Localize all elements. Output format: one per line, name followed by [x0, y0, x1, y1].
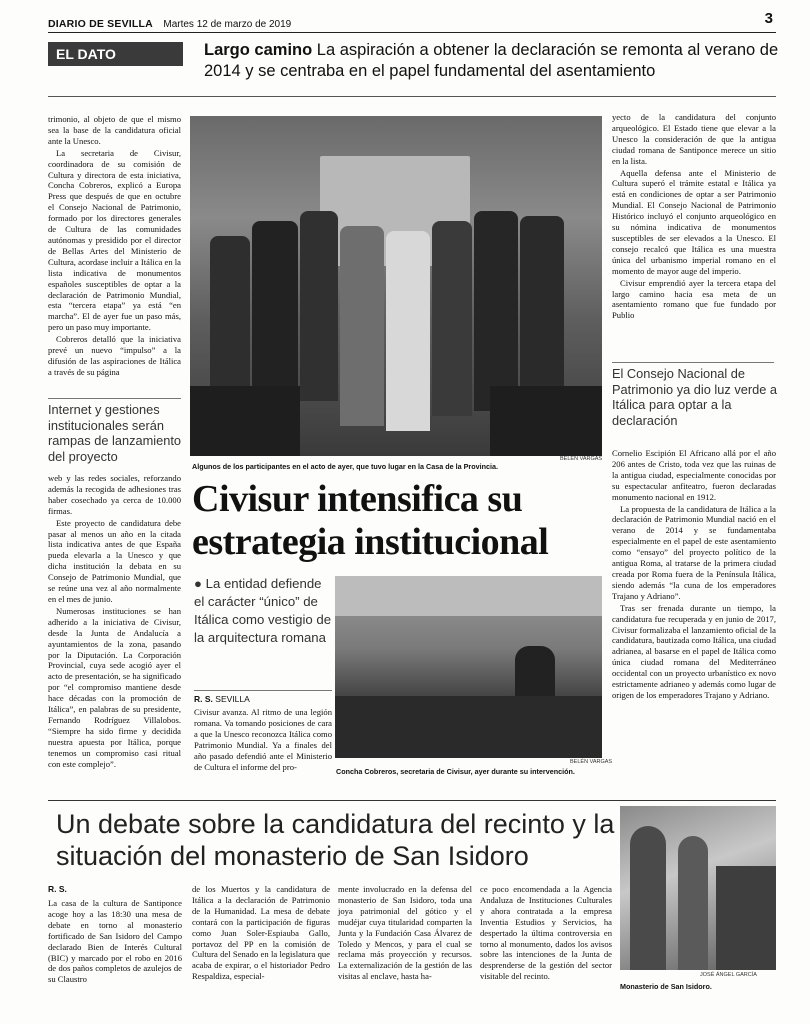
paragraph: Este proyecto de candidatura debe pasar al menos un año en la citada lista indicativa antes de que España pueda elevarla a la Unesco y que dicha institución la debata en su Consejo de Patrimonio Mundial, que se reúne una vez al año normalmente en el mes de junio. — [48, 517, 181, 604]
paragraph: web y las redes sociales, reforzando además la recogida de adhesiones tras haber cosechado ya cerca de 10.000 firmas. — [48, 473, 181, 516]
paragraph: Cornelio Escipión El Africano allá por el año 206 antes de Cristo, toda vez que las ruinas de la antigua ciudad, especialmente conocidas por su espectacular anfiteatro, fueron declaradas monumento nacional en 1912. — [612, 448, 776, 502]
masthead-date: Martes 12 de marzo de 2019 — [163, 19, 292, 30]
photo-credit: BELÉN VARGAS — [560, 456, 603, 462]
dato-text — [204, 40, 779, 82]
photo-caption: Algunos de los participantes en el acto de ayer, que tuvo lugar en la Casa de la Provincia. — [192, 462, 498, 471]
person-shape — [432, 221, 472, 416]
page-number: 3 — [764, 10, 773, 27]
pull-rule-left — [48, 398, 181, 399]
el-dato-label: EL DATO — [48, 42, 183, 66]
subhead — [194, 575, 334, 647]
bottom-rule — [48, 800, 776, 801]
photo-credit: JOSÉ ÁNGEL GARCÍA — [700, 972, 757, 978]
dato-rule — [48, 96, 776, 97]
paragraph: La secretaria de Civisur, coordinadora de su comisión de Cultura y directora de esta iniciativa, Concha Cobreros, explicó a Europa Press que después de que en octubre el Consejo Nacional de Patrimonio, formado por los directores generales de Cultura de las comunidades autónomas y presidido por el director de Bellas Artes del Ministerio de Cultura, acordase incluir a Itálica en la lista indicativa de monumentos españoles susceptibles de optar a la declaración de Patrimonio Mundial, esta “tercera etapa” ya está “en marcha”. El de ayer fue un paso más, pero un paso muy importante. — [48, 147, 181, 333]
bottom-column — [338, 884, 472, 982]
masthead — [48, 10, 773, 34]
pull-quote-left: Internet y gestiones institucionales serán rampas de lanzamiento del proyecto — [48, 402, 182, 464]
byline-rule — [194, 690, 332, 691]
chair-shape — [190, 386, 300, 456]
person-shape — [300, 211, 338, 401]
arch-shape — [630, 826, 666, 970]
column-left-top — [48, 114, 181, 402]
bottom-column — [192, 884, 330, 982]
paragraph: yecto de la candidatura del conjunto arqueológico. El Estado tiene que elevar a la Unesco la consideración de que la antigua ciudad romana de Santiponce merece un sitio en la lista. — [612, 112, 776, 166]
bottom-photo — [620, 806, 776, 970]
byline-author: R. S. — [194, 694, 213, 704]
small-photo — [335, 576, 602, 758]
paragraph: Numerosas instituciones se han adherido a la iniciativa de Civisur, desde la Junta de Andalucía a ayuntamientos de la zona, pasando por la Diputación. La Corporación Provincial, cuya sede acogió ayer el acto de presentación, se ha significado por “el compromiso mantiene desde hace décadas con la promoción de Itálica”, en palabras de su presidente, Fernando Rodríguez Villalobos. “Siempre ha sido firme y decidida nuestra apuesta por Itálica, porque tenemos un compromiso casi ritual con este complejo”. — [48, 605, 181, 769]
byline-place: SEVILLA — [215, 694, 250, 704]
main-photo — [190, 116, 602, 456]
wall-shape — [716, 866, 776, 970]
paragraph: mente involucrado en la defensa del monasterio de San Isidoro, toda una joya patrimonial del gótico y el mudéjar cuya titularidad comparten la Junta y la Fundación Casa Álvarez de Toledo y Mencos, y para el cual se reclama más proyección y recursos. La externalización de la gestión de las visitas al enclave, hasta ha- — [338, 884, 472, 982]
paragraph: ce poco encomendada a la Agencia Andaluza de Instituciones Culturales y ahora contratada a la empresa Inventia Estudios y Servicios, ha despertado la última controversia en torno al monumento, dados los avisos sobre las intenciones de la Junta de desprenderse de la gestión del sector visitable del recinto. — [480, 884, 612, 982]
pull-rule-right — [612, 362, 774, 363]
table-shape — [335, 696, 602, 758]
subhead-text: La entidad defiende el carácter “único” de Itálica como vestigio de la arquitectura romana — [194, 576, 332, 645]
bottom-headline: Un debate sobre la candidatura del recinto y la situación del monasterio de San Isidoro — [56, 809, 615, 871]
column-center — [194, 707, 332, 787]
bullet-icon: ● — [194, 576, 202, 591]
paragraph: Cobreros detalló que la iniciativa prevé un nuevo “impulso” a la difusión de las aspiraciones de Itálica a través de su página — [48, 334, 181, 377]
photo-caption: Monasterio de San Isidoro. — [620, 982, 712, 991]
photo-credit: BELÉN VARGAS — [570, 759, 613, 765]
column-right-bottom — [612, 448, 776, 788]
masthead-rule — [48, 32, 776, 33]
byline — [194, 694, 250, 704]
paragraph: trimonio, al objeto de que el mismo sea la base de la candidatura oficial ante la Unesco. — [48, 114, 181, 146]
bottom-column — [480, 884, 612, 982]
paragraph: Civisur emprendió ayer la tercera etapa del largo camino hacia esa meta de un asentamiento romano que fue fundado por Publio — [612, 277, 776, 321]
paragraph: Civisur avanza. Al ritmo de una legión romana. Va tomando posiciones de cara a que la Unesco reconozca Itálica como Patrimonio Mundial. Ya a finales del año pasado defendió ante el Ministerio de Cultura el informe del pro- — [194, 707, 332, 772]
headline: Civisur intensifica su estrategia institucional — [192, 478, 549, 563]
paper-name: DIARIO DE SEVILLA — [48, 18, 153, 30]
chair-shape — [490, 386, 602, 456]
person-shape — [386, 231, 430, 431]
person-shape — [340, 226, 384, 426]
arch-shape — [678, 836, 708, 970]
column-left-bottom — [48, 473, 181, 793]
person-shape — [474, 211, 518, 411]
pull-quote-right: El Consejo Nacional de Patrimonio ya dio luz verde a Itálica para optar a la declaración — [612, 366, 778, 428]
paragraph: La casa de la cultura de Santiponce acoge hoy a las 18:30 una mesa de debate en torno al monasterio fortificado de San Isidoro del Campo declarado Bien de Interés Cultural (BIC) y marcado por el robo en 2016 de dos paños completos de azulejos de su Claustro — [48, 898, 182, 985]
person-shape — [210, 236, 250, 386]
paragraph: La propuesta de la candidatura de Itálica a la declaración de Patrimonio Mundial nació en el verano de 2014 y se fundamentaba especialmente en el papel de este asentamiento como “ensayo” del proyecto político de la antigua Roma, al tratarse de la primera ciudad creada por Roma fuera de la Península Itálica, siendo además “la cuna de los emperadores Trajano y Adriano”. — [612, 503, 776, 601]
paragraph: Aquella defensa ante el Ministerio de Cultura superó el trámite estatal e Itálica ya está en condiciones de optar a ser Patrimonio Mundial. El Consejo Nacional de Patrimonio Histórico incluyó el conjunto arqueológico en su nómina indicativa de monumentos susceptibles de ser elevados a la Unesco. El consejo recalcó que Itálica es una muestra única del urbanismo imperial romano en el momento de mayor auge del imperio. — [612, 167, 776, 276]
ceiling-shape — [335, 576, 602, 616]
bottom-column — [48, 898, 182, 985]
paragraph: de los Muertos y la candidatura de Itálica a la declaración de Patrimonio de la Humanidad. La mesa de debate contará con la participación de figuras como Juan Soler-Espiauba Gallo, portavoz del PP en la comisión de Cultura del Senado en la legislatura que acaba de expirar, o el historiador Pedro Respaldiza, especial- — [192, 884, 330, 982]
paragraph: Tras ser frenada durante un tiempo, la candidatura fue recuperada y en junio de 2017, Civisur formalizaba el lanzamiento oficial de la candidatura, bautizada como Itálica, una ciudad adrianea, al basarse en el papel de Itálica como única ciudad romana del Mediterráneo occidental con un proyecto urbanístico ex novo estrictamente adrianeo y además como lugar de origen de los emperadores Trajano y Adriano. — [612, 602, 776, 700]
dato-title: Largo camino — [204, 41, 313, 59]
dato-body: La aspiración a obtener la declaración se remonta al verano de 2014 y se centraba en el papel fundamental del asentamiento — [204, 41, 779, 80]
photo-caption: Concha Cobreros, secretaria de Civisur, ayer durante su intervención. — [336, 767, 575, 776]
bottom-byline: R. S. — [48, 884, 67, 894]
column-right-top — [612, 112, 776, 360]
